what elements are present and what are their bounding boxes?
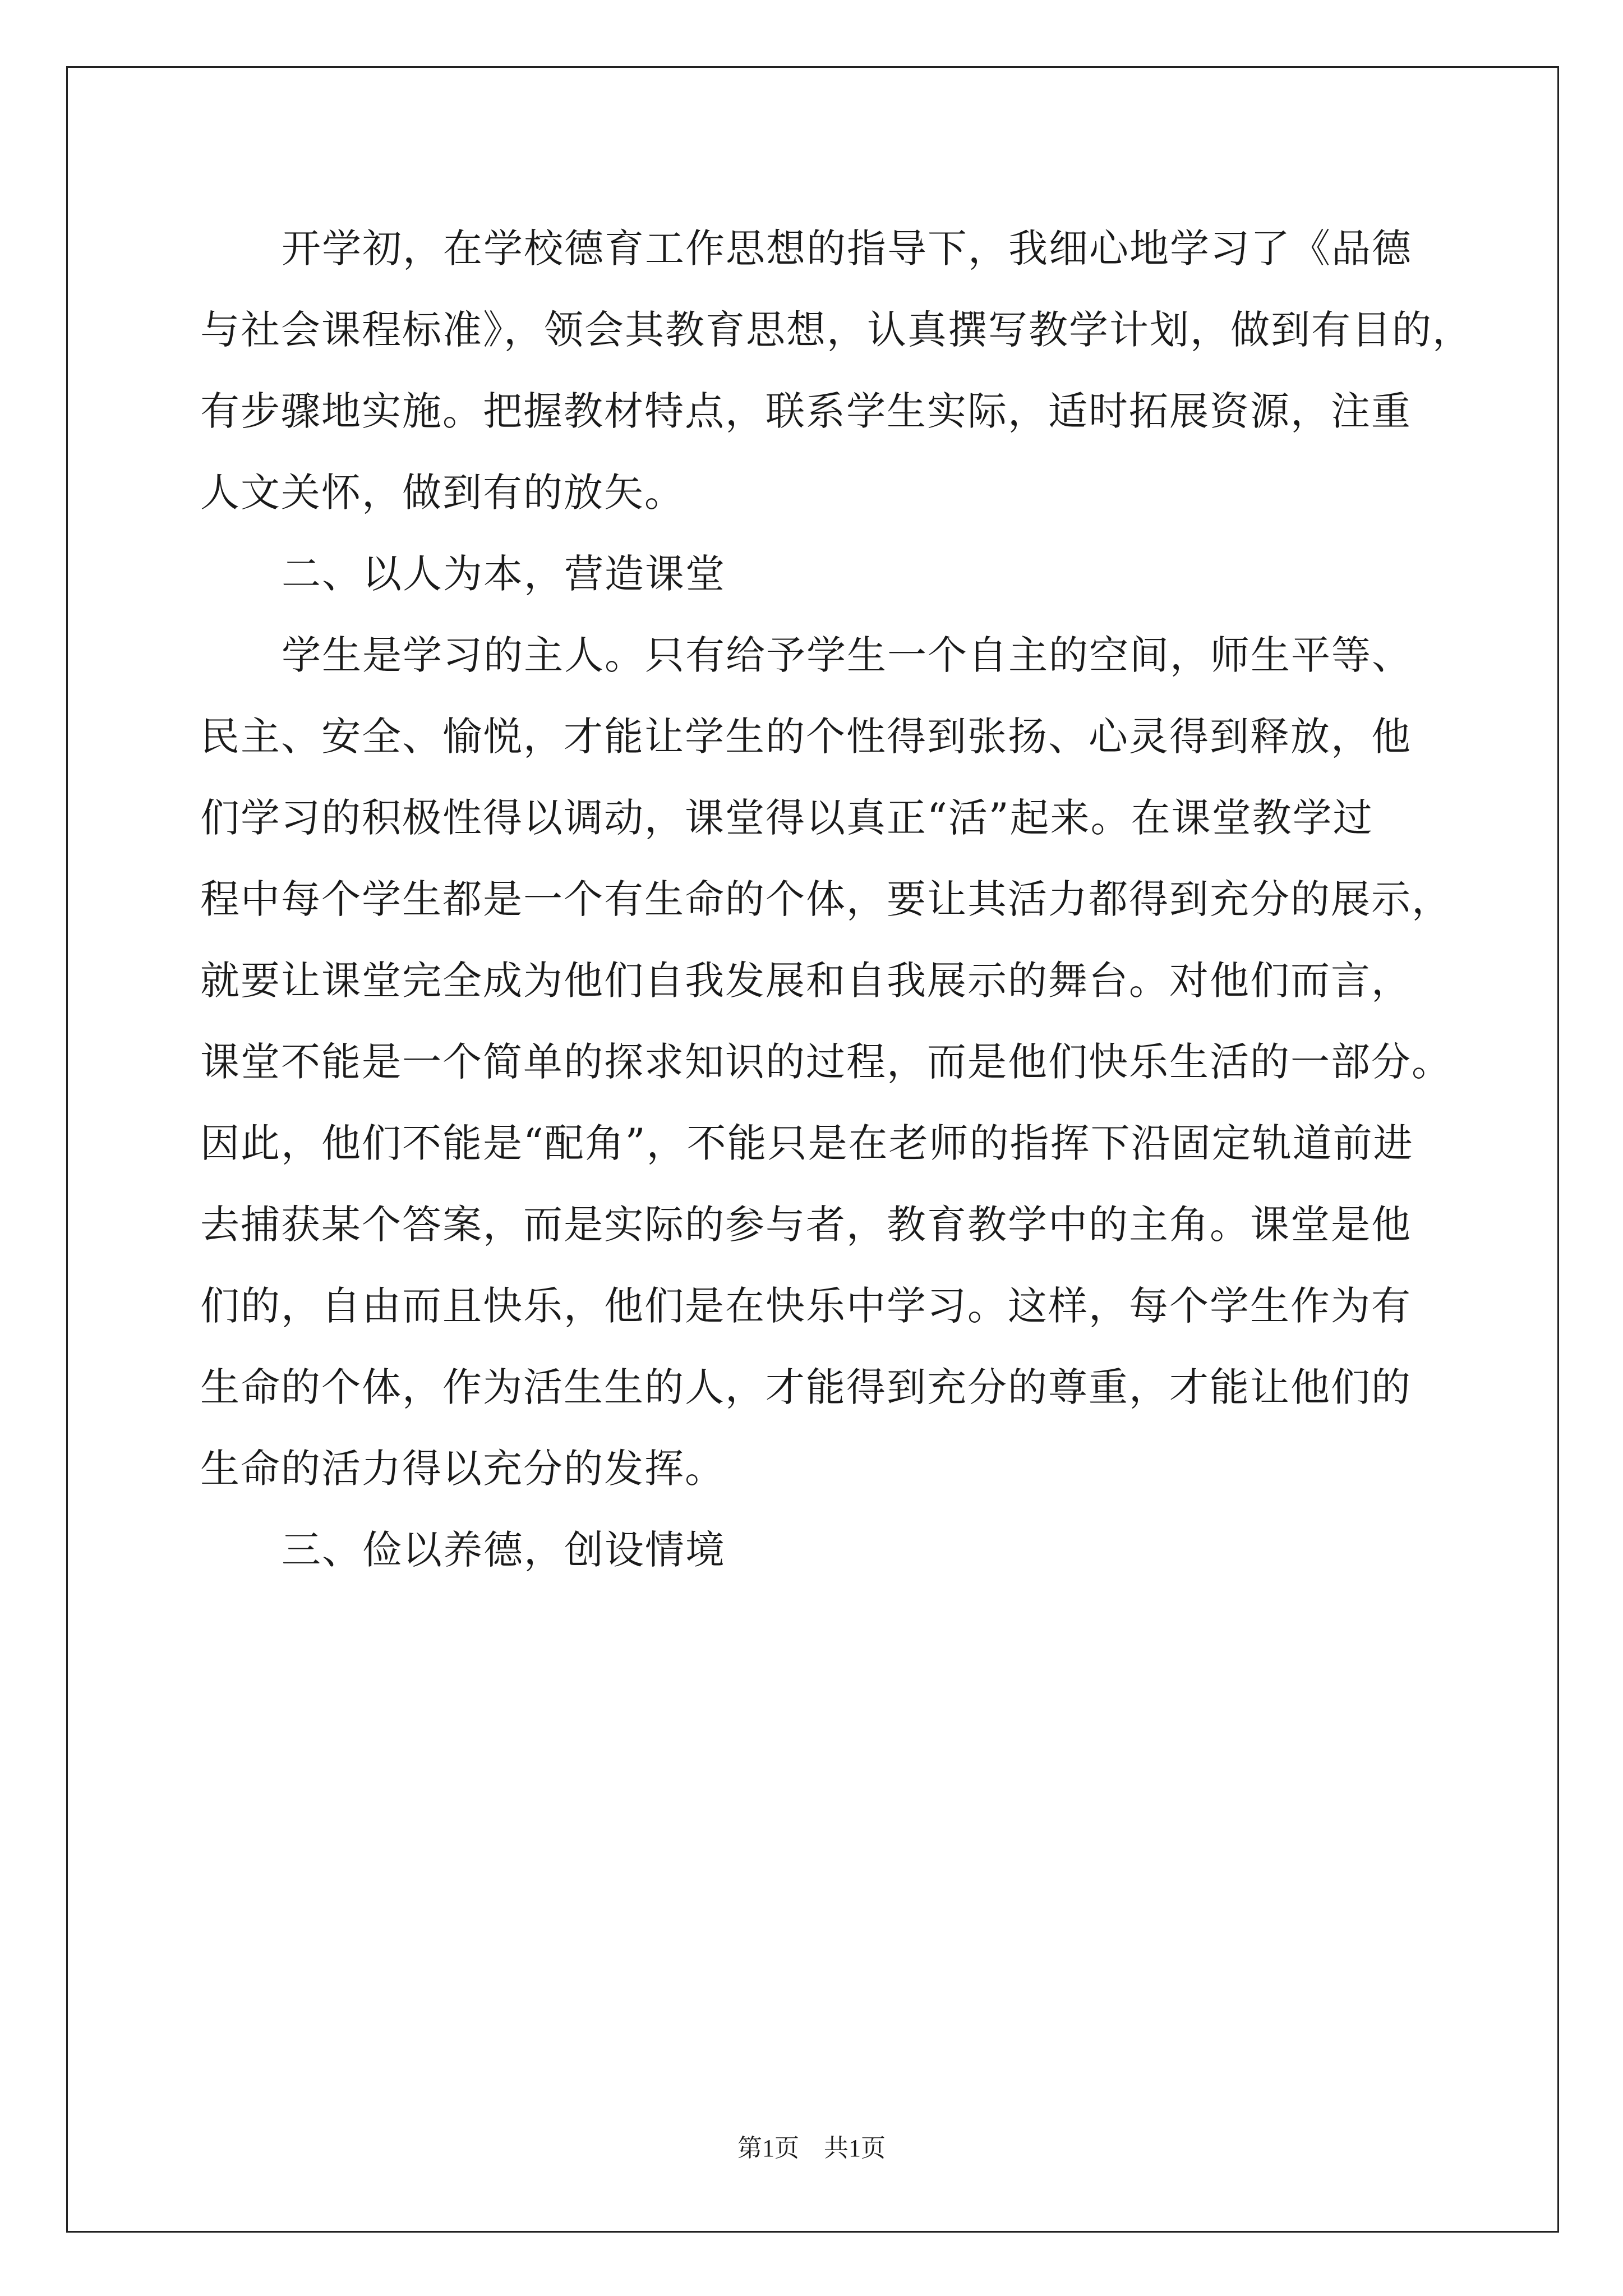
- page-footer: [0, 2132, 1623, 2165]
- paragraph-line: 人文关怀，做到有的放矢。: [200, 470, 685, 516]
- paragraph-line: 课堂不能是一个简单的探求知识的过程，而是他们快乐生活的一部分。: [200, 1039, 1452, 1085]
- paragraph-line: 生命的个体，作为活生生的人，才能得到充分的尊重，才能让他们的: [200, 1364, 1412, 1410]
- paragraph-line: 生命的活力得以充分的发挥。: [200, 1446, 725, 1492]
- paragraph-line: 因此，他们不能是“配角”，不能只是在老师的指挥下沿固定轨道前进: [200, 1120, 1414, 1166]
- paragraph-line: 去捕获某个答案，而是实际的参与者，教育教学中的主角。课堂是他: [200, 1202, 1412, 1248]
- page-number-label: 第1页 共1页: [737, 2134, 886, 2162]
- paragraph-line: 们学习的积极性得以调动，课堂得以真正“活”起来。在课堂教学过: [200, 795, 1373, 841]
- section-heading: 三、俭以养德，创设情境: [282, 1527, 726, 1573]
- paragraph-line: 与社会课程标准》，领会其教育思想，认真撰写教学计划，做到有目的，: [200, 307, 1473, 353]
- paragraph-line: 民主、安全、愉悦，才能让学生的个性得到张扬、心灵得到释放，他: [200, 714, 1412, 760]
- paragraph-line: 开学初，在学校德育工作思想的指导下，我细心地学习了《品德: [282, 226, 1412, 272]
- paragraph-line: 们的，自由而且快乐，他们是在快乐中学习。这样，每个学生作为有: [200, 1283, 1412, 1329]
- paragraph-line: 有步骤地实施。把握教材特点，联系学生实际，适时拓展资源，注重: [200, 388, 1412, 434]
- section-heading: 二、以人为本，营造课堂: [282, 551, 726, 597]
- paragraph-line: 学生是学习的主人。只有给予学生一个自主的空间，师生平等、: [282, 632, 1412, 678]
- paragraph-line: 就要让课堂完全成为他们自我发展和自我展示的舞台。对他们而言，: [200, 958, 1412, 1004]
- paragraph-line: 程中每个学生都是一个有生命的个体，要让其活力都得到充分的展示，: [200, 876, 1452, 922]
